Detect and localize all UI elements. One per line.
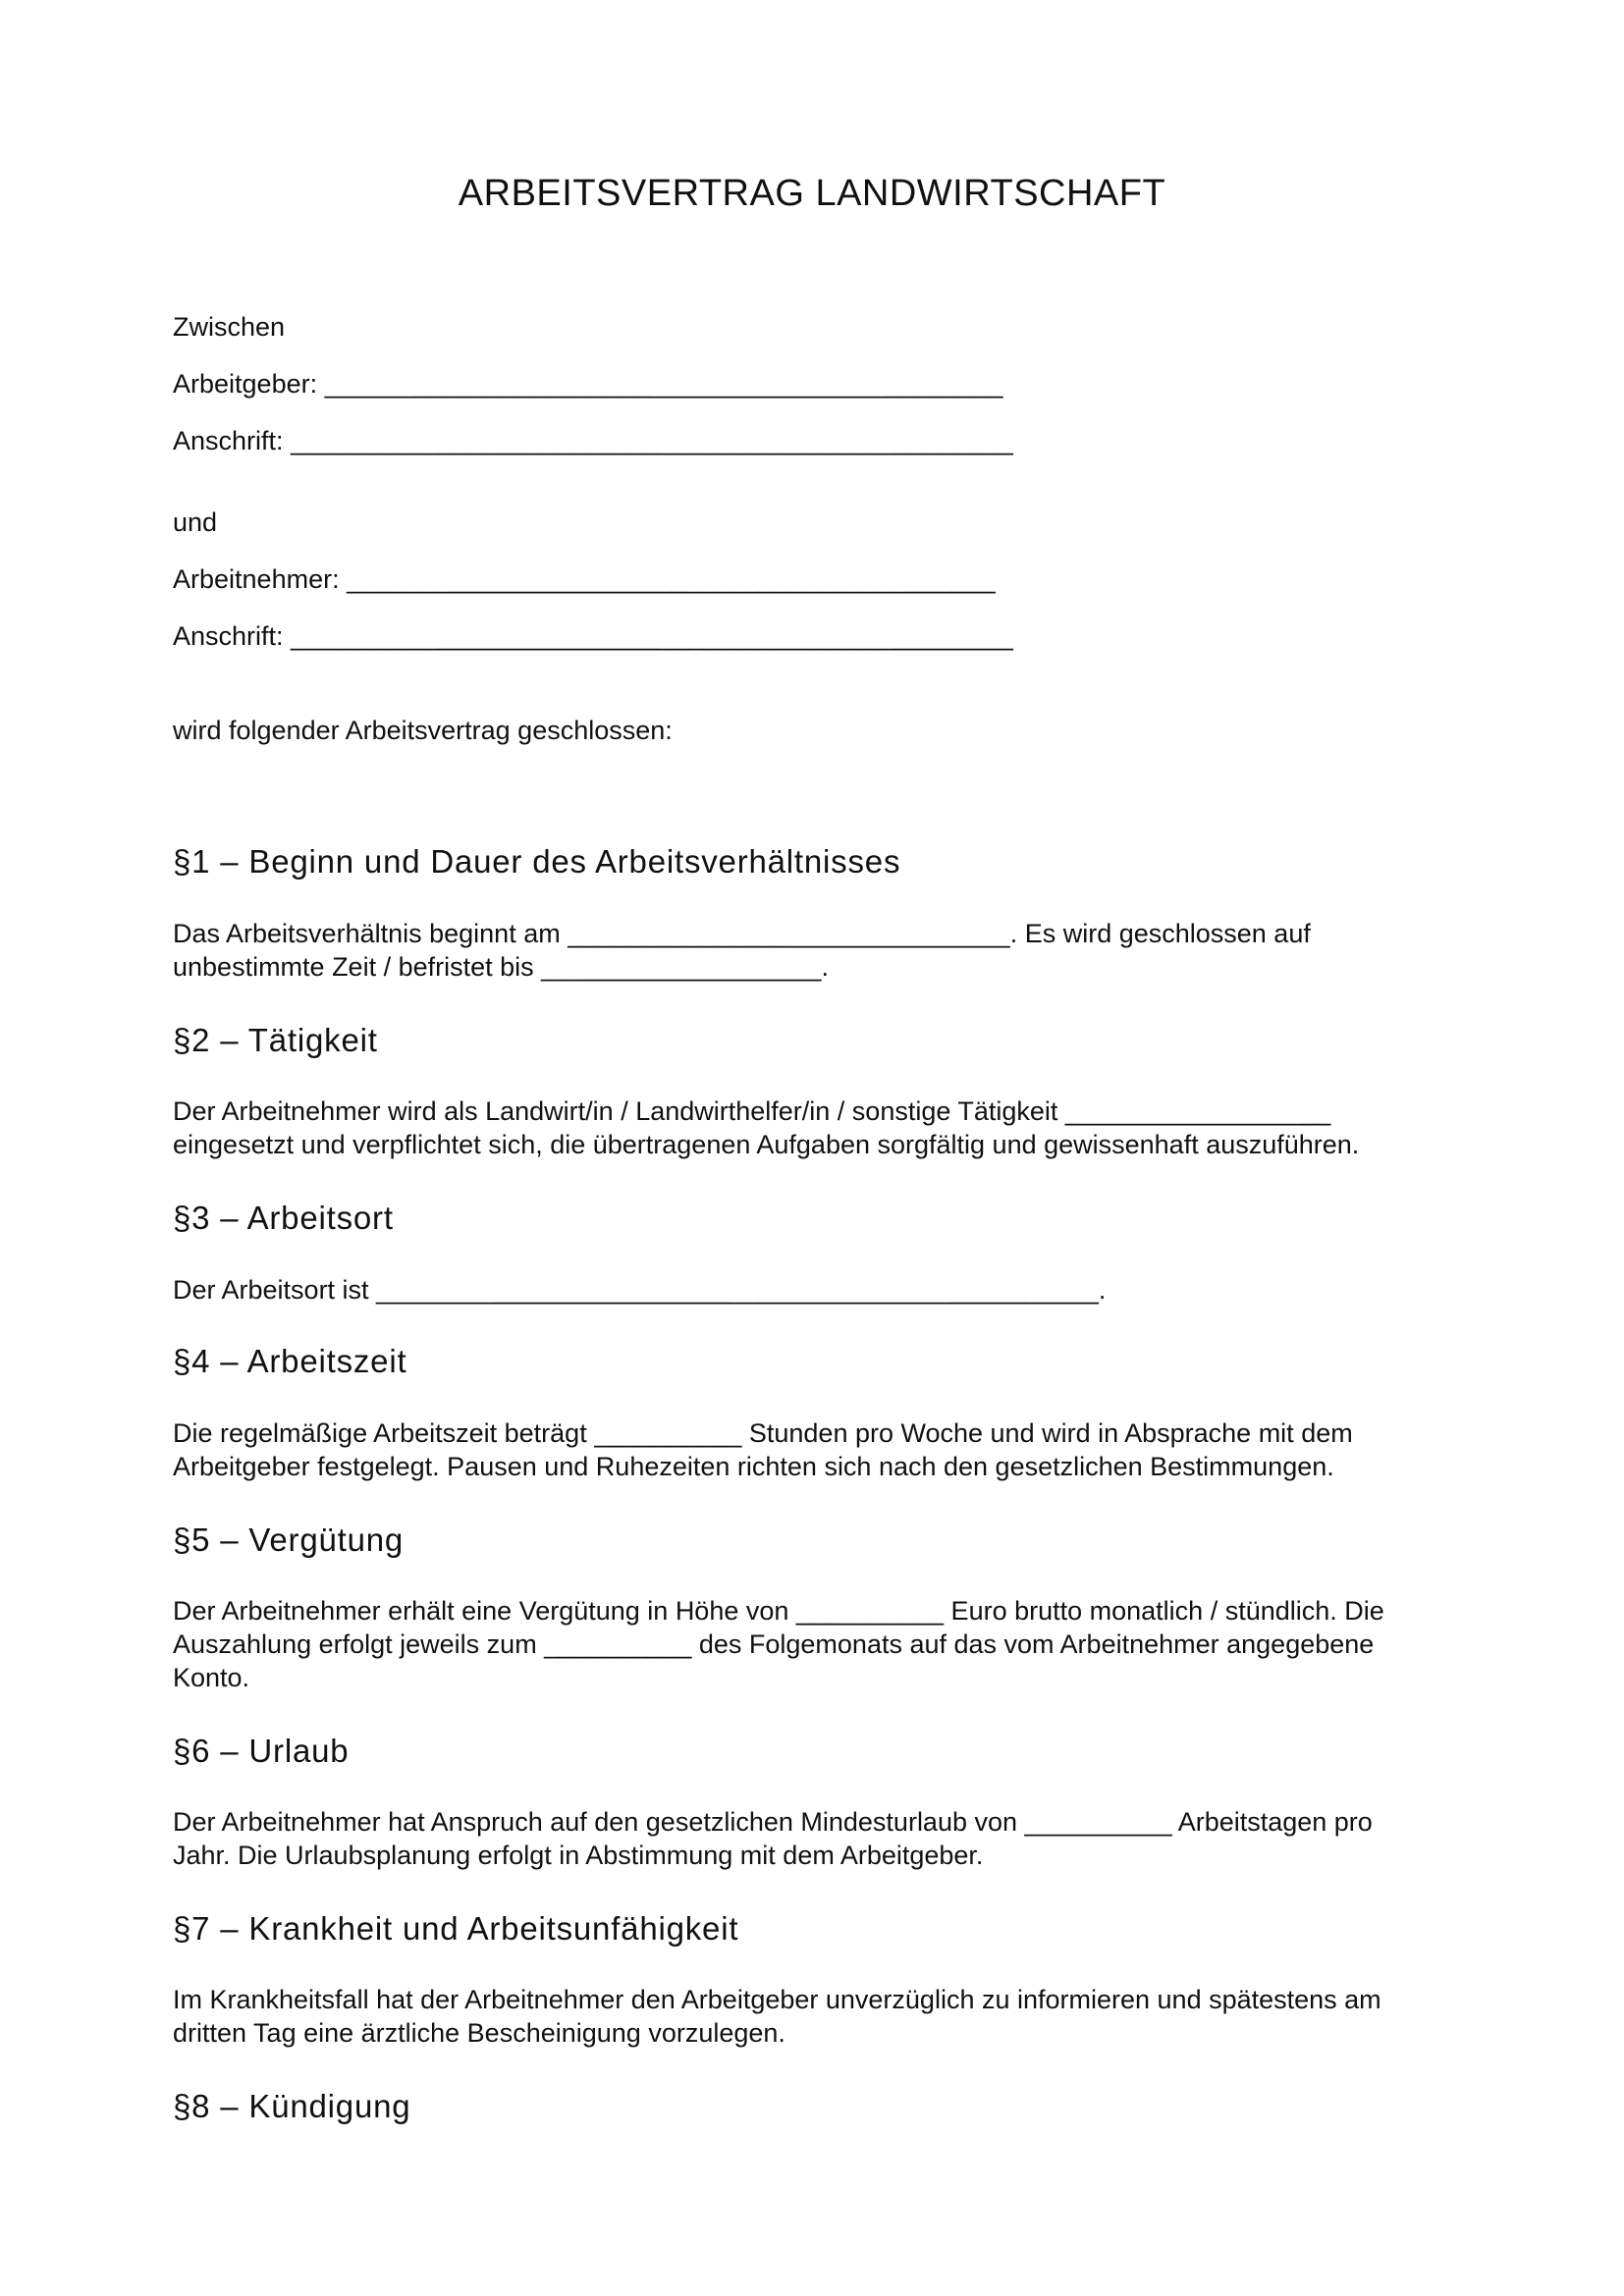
section-6-line-2: Jahr. Die Urlaubsplanung erfolgt in Abstimmung mit dem Arbeitgeber. (173, 1841, 984, 1870)
document-title: ARBEITSVERTRAG LANDWIRTSCHAFT (458, 173, 1166, 214)
employer-address-field: Anschrift: _________________________________________________ (173, 426, 1013, 455)
section-6-heading: §6 – Urlaub (173, 1733, 350, 1769)
section-5-line-1: Der Arbeitnehmer erhält eine Vergütung in Höhe von __________ Euro brutto monatlich / stündlich. Die (173, 1596, 1384, 1626)
section-6-line-1: Der Arbeitnehmer hat Anspruch auf den gesetzlichen Mindesturlaub von __________ Arbeitstagen pro (173, 1807, 1373, 1837)
section-2-line-2: eingesetzt und verpflichtet sich, die übertragenen Aufgaben sorgfältig und gewissenhaft auszuführen. (173, 1130, 1360, 1159)
section-5-heading: §5 – Vergütung (173, 1522, 405, 1558)
section-2-text (173, 1095, 1469, 1161)
section-4-line-1: Die regelmäßige Arbeitszeit beträgt __________ Stunden pro Woche und wird in Absprache mit dem (173, 1418, 1353, 1448)
section-7-text (173, 1983, 1469, 2050)
section-1-line-1: Das Arbeitsverhältnis beginnt am ______________________________. Es wird geschlossen auf (173, 919, 1311, 948)
employee-field: Arbeitnehmer: ____________________________________________ (173, 564, 996, 594)
section-4-heading: §4 – Arbeitszeit (173, 1343, 407, 1379)
section-2-heading: §2 – Tätigkeit (173, 1022, 378, 1058)
section-6-text (173, 1805, 1469, 1872)
section-1-heading: §1 – Beginn und Dauer des Arbeitsverhältnisses (173, 843, 901, 880)
section-3-heading: §3 – Arbeitsort (173, 1200, 394, 1236)
section-5-line-2: Auszahlung erfolgt jeweils zum __________ des Folgemonats auf das vom Arbeitnehmer angegebene (173, 1629, 1375, 1659)
section-1-line-2: unbestimmte Zeit / befristet bis ___________________. (173, 952, 829, 982)
parties-intro: Zwischen (173, 312, 286, 342)
section-5-line-3: Konto. (173, 1663, 250, 1692)
section-7-line-1: Im Krankheitsfall hat der Arbeitnehmer den Arbeitgeber unverzüglich zu informieren und spätestens am (173, 1985, 1381, 2014)
section-8-heading: §8 – Kündigung (173, 2088, 411, 2124)
section-7-line-2: dritten Tag eine ärztliche Bescheinigung vorzulegen. (173, 2018, 785, 2048)
parties-closing: wird folgender Arbeitsvertrag geschlossen: (173, 716, 673, 745)
section-2-line-1: Der Arbeitnehmer wird als Landwirt/in / Landwirthelfer/in / sonstige Tätigkeit __________________ (173, 1096, 1331, 1126)
section-4-text (173, 1416, 1469, 1483)
section-1-text (173, 917, 1469, 984)
section-7-heading: §7 – Krankheit und Arbeitsunfähigkeit (173, 1910, 739, 1947)
section-4-line-2: Arbeitgeber festgelegt. Pausen und Ruhezeiten richten sich nach den gesetzlichen Bestimmungen. (173, 1452, 1334, 1481)
employee-address-field: Anschrift: _________________________________________________ (173, 621, 1013, 651)
section-5-text (173, 1594, 1469, 1694)
section-3-text (173, 1273, 1469, 1307)
employer-field: Arbeitgeber: ______________________________________________ (173, 369, 1003, 399)
parties-conjunction: und (173, 507, 218, 537)
section-3-line-1: Der Arbeitsort ist _________________________________________________. (173, 1275, 1107, 1305)
